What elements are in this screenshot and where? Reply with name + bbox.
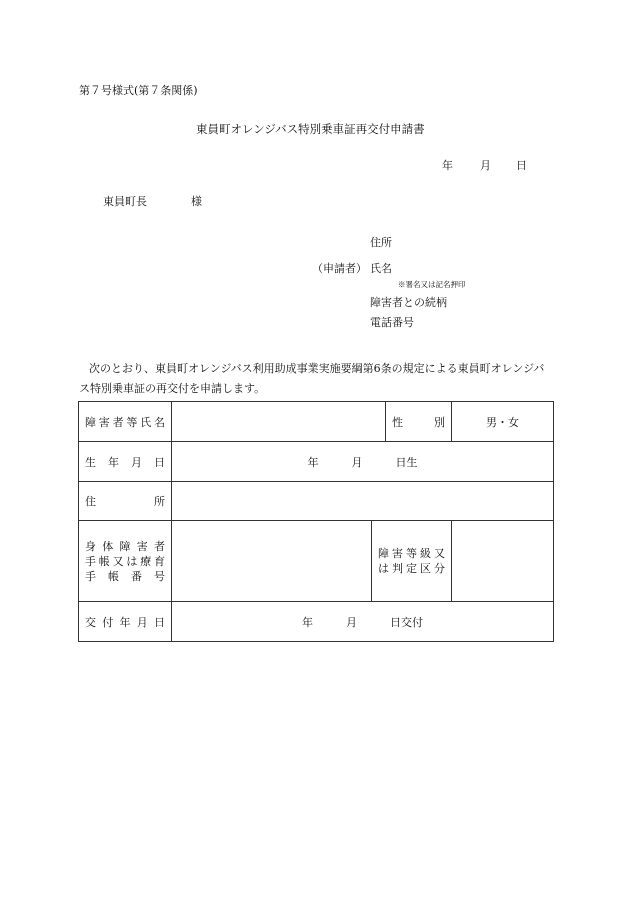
date-month: 月 xyxy=(480,159,491,172)
table-row xyxy=(79,402,554,442)
handbook-label xyxy=(79,521,172,602)
body-text: 次のとおり、東員町オレンジバス利用助成事業実施要綱第6条の規定による東員町オレンジバス特別乗車証の再交付を申請します。 xyxy=(79,362,545,395)
applicant-block xyxy=(312,232,466,331)
phone-label: 電話番号 xyxy=(370,315,414,329)
date-year: 年 xyxy=(442,159,453,172)
grade-label-line: は判定区分 xyxy=(378,562,445,575)
issue-date-field[interactable]: 年 月 日交付 xyxy=(172,602,554,642)
name-field[interactable] xyxy=(172,402,386,442)
birth-field[interactable]: 年 月 日生 xyxy=(172,442,554,482)
name-label: 障害者等氏名 xyxy=(79,402,172,442)
table-row xyxy=(79,442,554,482)
table-row xyxy=(79,521,554,602)
handbook-label-line: 身体障害者 xyxy=(85,539,165,553)
table-row xyxy=(79,482,554,521)
signature-note: ※署名又は記名押印 xyxy=(398,279,466,289)
date-day: 日 xyxy=(516,159,527,172)
form-number: 第７号様式(第７条関係) xyxy=(79,84,198,97)
address-label: 住所 xyxy=(79,482,172,521)
grade-label xyxy=(372,521,452,602)
applicant-role: （申請者） xyxy=(312,261,367,275)
handbook-label-line: 手帳番号 xyxy=(85,569,165,583)
handbook-number-field[interactable] xyxy=(172,521,372,602)
grade-label-line: 障害等級又 xyxy=(378,547,445,560)
applicant-name-label: 氏名 xyxy=(370,261,392,275)
gender-label: 性別 xyxy=(386,402,452,442)
gender-field[interactable]: 男・女 xyxy=(452,402,554,442)
birth-label: 生年月日 xyxy=(79,442,172,482)
document-title: 東員町オレンジバス特別乗車証再交付申請書 xyxy=(196,122,425,136)
addressee-name: 東員町長 xyxy=(103,195,147,208)
grade-field[interactable] xyxy=(452,521,554,602)
issue-date-label: 交付年月日 xyxy=(79,602,172,642)
application-form-table xyxy=(78,401,554,642)
addressee xyxy=(103,193,202,209)
addressee-honorific: 様 xyxy=(191,195,202,208)
address-field[interactable] xyxy=(172,482,554,521)
date-line xyxy=(442,157,527,173)
relationship-label: 障害者との続柄 xyxy=(370,295,447,309)
table-row xyxy=(79,602,554,642)
handbook-label-line: 手帳又は療育 xyxy=(85,554,165,568)
applicant-address-label: 住所 xyxy=(370,235,392,249)
